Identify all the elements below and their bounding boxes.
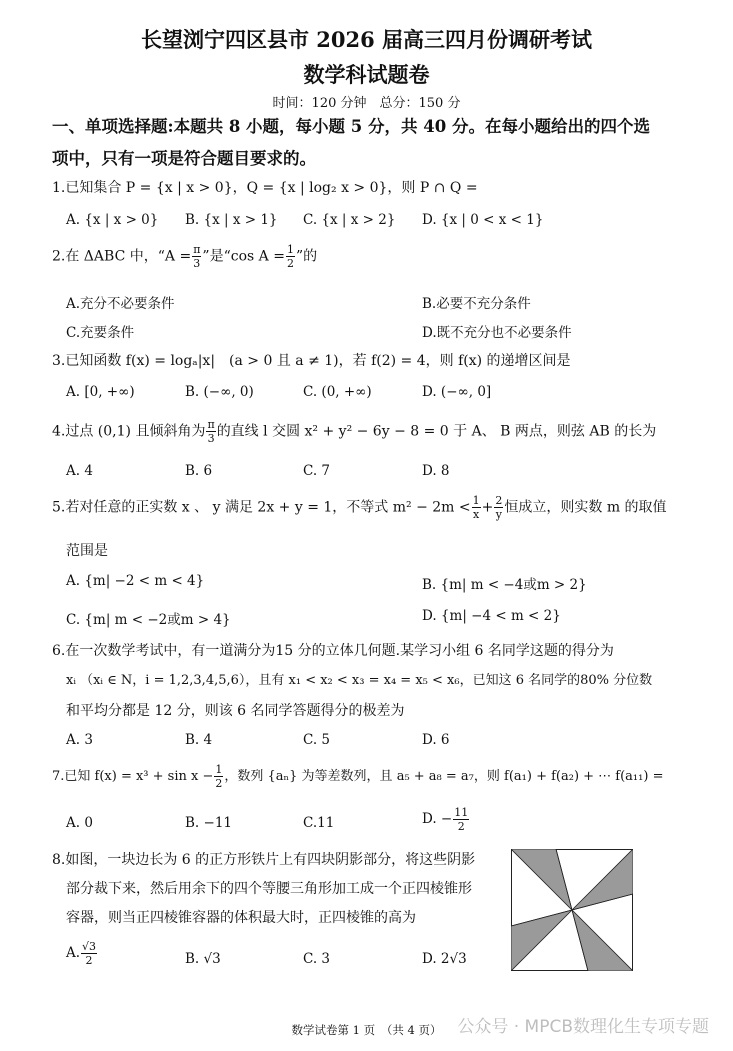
q6-option-b: B. 4 [185, 732, 213, 748]
question-1-stem: 1.已知集合 P = {x | x > 0}，Q = {x | log₂ x > 0}，则 P ∩ Q = [52, 180, 478, 196]
q5-option-b: B. {m| m < −4或m > 2} [422, 577, 587, 593]
q6-option-d: D. 6 [422, 732, 450, 748]
fraction-one-over-x: $\frac{1}{x}$ [472, 494, 480, 521]
q7-option-c: C.11 [303, 815, 335, 831]
q5-option-d: D. {m| −4 < m < 2} [422, 608, 561, 624]
q3-option-a: A. [0, +∞) [66, 384, 135, 400]
q1-option-a: A. {x | x > 0} [66, 212, 159, 228]
q1-option-c: C. {x | x > 2} [303, 212, 396, 228]
question-8-line3: 容器，则当正四棱锥容器的体积最大时，正四棱锥的高为 [66, 910, 416, 926]
question-4-stem: 4.过点 (0,1) 且倾斜角为 $\frac{\pi}{3}$ 的直线 l 交圆 x² + y² − 6y − 8 = 0 于 A、 B 两点，则弦 AB 的长为 [52, 418, 657, 445]
page-subtitle: 数学科试题卷 [303, 62, 430, 87]
q2-option-a: A.充分不必要条件 [66, 296, 175, 312]
q5-option-c: C. {m| m < −2或m > 4} [66, 612, 231, 628]
square-iron-sheet-figure [511, 849, 633, 971]
q2-option-d: D.既不充分也不必要条件 [422, 325, 572, 341]
q8-option-c: C. 3 [303, 951, 331, 967]
q4-option-b: B. 6 [185, 463, 213, 479]
q3-option-c: C. (0, +∞) [303, 384, 372, 400]
q8-option-d: D. 2√3 [422, 951, 467, 967]
question-8-line2: 部分裁下来，然后用余下的四个等腰三角形加工成一个正四棱锥形 [66, 881, 472, 897]
exam-meta: 时间：120 分钟 总分：150 分 [272, 96, 461, 111]
fraction-eleven-halves: $\frac{11}{2}$ [454, 806, 469, 833]
fraction-two-over-y: $\frac{2}{y}$ [495, 494, 503, 521]
q6-option-c: C. 5 [303, 732, 331, 748]
section-heading-line1: 一、单项选择题:本题共 8 小题，每小题 5 分，共 40 分。在每小题给出的四个选 [52, 117, 650, 136]
q3-option-b: B. (−∞, 0) [185, 384, 254, 400]
q7-option-d: D. − $\frac{11}{2}$ [422, 806, 469, 833]
question-7-stem: 7.已知 f(x) = x³ + sin x − $\frac{1}{2}$ ，数列 {aₙ} 为等差数列，且 a₅ + a₈ = a₇，则 f(a₁) + f(a₂) + ⋯ f(a₁₁) = [52, 763, 664, 790]
q8-option-a: A. $\frac{√3}{2}$ [66, 940, 97, 967]
q4-option-a: A. 4 [66, 463, 93, 479]
q3-option-d: D. (−∞, 0] [422, 384, 492, 400]
question-5-line2: 范围是 [66, 543, 108, 559]
question-2-stem: 2.在 ΔABC 中，“A = $\frac{\pi}{3}$ ”是“cos A = $\frac{1}{2}$ ”的 [52, 243, 318, 270]
q5-option-a: A. {m| −2 < m < 4} [66, 573, 205, 589]
section-heading-line2: 项中，只有一项是符合题目要求的。 [52, 149, 316, 168]
fraction-pi-over-3: $\frac{\pi}{3}$ [207, 418, 215, 445]
q1-option-b: B. {x | x > 1} [185, 212, 278, 228]
page-title: 长望浏宁四区县市 2026 届高三四月份调研考试 [140, 27, 593, 52]
q8-option-b: B. √3 [185, 951, 221, 967]
watermark: 公众号 · MPCB数理化生专项专题 [457, 1017, 709, 1037]
question-8-line1: 8.如图，一块边长为 6 的正方形铁片上有四块阴影部分，将这些阴影 [52, 852, 476, 868]
q2-option-b: B.必要不充分条件 [422, 296, 531, 312]
page-footer: 数学试卷第 1 页 （共 4 页） [291, 1023, 442, 1037]
q7-option-a: A. 0 [66, 815, 93, 831]
q4-option-d: D. 8 [422, 463, 450, 479]
q6-option-a: A. 3 [66, 732, 93, 748]
question-3-stem: 3.已知函数 f(x) = logₐ|x| (a > 0 且 a ≠ 1)，若 f(2) = 4，则 f(x) 的递增区间是 [52, 353, 571, 369]
question-6-line2: xᵢ （xᵢ ∈ N，i = 1,2,3,4,5,6），且有 x₁ < x₂ < x₃ = x₄ = x₅ < x₆，已知这 6 名同学的80% 分位数 [66, 673, 653, 688]
fraction-one-half: $\frac{1}{2}$ [215, 763, 223, 790]
question-5-stem: 5.若对任意的正实数 x 、 y 满足 2x + y = 1，不等式 m² − 2m < $\frac{1}{x}$ + $\frac{2}{y}$ 恒成立，则实数 m 的取值 [52, 494, 667, 521]
fraction-pi-over-3: $\frac{\pi}{3}$ [193, 243, 201, 270]
q7-option-b: B. −11 [185, 815, 232, 831]
fraction-one-half: $\frac{1}{2}$ [286, 243, 294, 270]
q2-option-c: C.充要条件 [66, 325, 135, 341]
question-6-line3: 和平均分都是 12 分，则该 6 名同学答题得分的极差为 [66, 703, 405, 719]
q1-option-d: D. {x | 0 < x < 1} [422, 212, 544, 228]
q4-option-c: C. 7 [303, 463, 331, 479]
question-6-line1: 6.在一次数学考试中，有一道满分为15 分的立体几何题.某学习小组 6 名同学这题的得分为 [52, 643, 614, 659]
fraction-sqrt3-over-2: $\frac{√3}{2}$ [82, 940, 97, 967]
